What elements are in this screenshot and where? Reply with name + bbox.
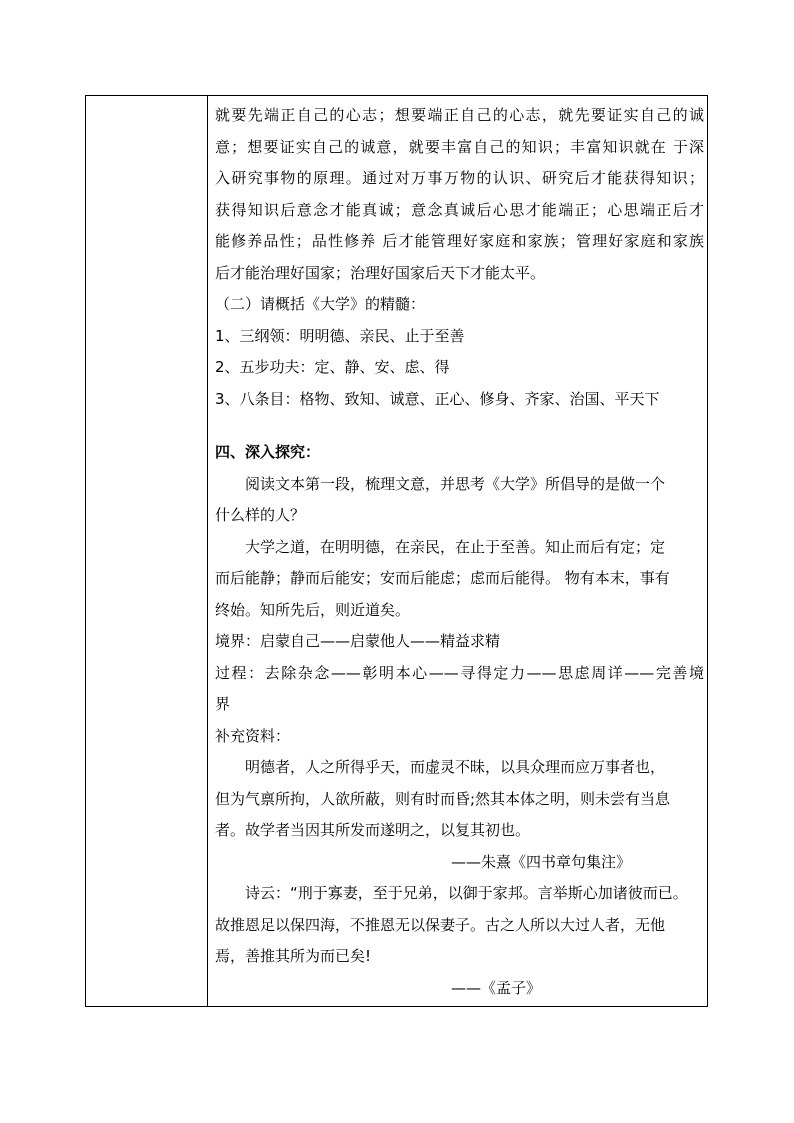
task-line-1: 阅读文本第一段，梳理文意，并思考《大学》所倡导的是做一个: [245, 474, 666, 493]
process-line-2: 界: [215, 695, 231, 713]
translation-line-1: 就要先端正自己的心志；想要端正自己的心志，就先要证实自己的诚: [215, 106, 704, 124]
task-line-2: 什么样的人？: [215, 506, 306, 524]
translation-line-3: 入研究事物的原理。通过对万事万物的认识、研究后才能获得知识；: [215, 169, 704, 187]
column-divider: [207, 96, 208, 1006]
translation-line-2: 意；想要证实自己的诚意，就要丰富自己的知识；丰富知识就在 于深: [215, 137, 704, 156]
translation-line-4: 获得知识后意念才能真诚；意念真诚后心思才能端正；心思端正后才: [215, 200, 704, 219]
zhu-quote-line-3: 者。故学者当因其所发而遂明之，以复其初也。: [215, 821, 531, 839]
essence-item-3: 3、八条目：格物、致知、诚意、正心、修身、齐家、治国、平天下: [215, 389, 660, 408]
supplement-label: 补充资料：: [215, 726, 291, 745]
meng-quote-line-3: 焉，善推其所为而已矣!: [215, 947, 372, 965]
process-line-1: 过程：去除杂念——彰明本心——寻得定力——思虑周详——完善境: [215, 663, 704, 682]
meng-quote-line-2: 故推恩足以保四海，不推恩无以保妻子。古之人所以大过人者，无他: [215, 915, 666, 934]
zhu-citation: ——朱熹《四书章句集注》: [451, 852, 632, 871]
spacer: [215, 415, 704, 437]
lesson-table: [85, 95, 708, 1007]
essence-item-2: 2、五步功夫：定、静、安、虑、得: [215, 358, 450, 376]
quote-line-2: 而后能静；静而后能安；安而后能虑；虑而后能得。 物有本末，事有: [215, 569, 670, 587]
meng-quote-line-1: 诗云：“刑于寡妻，至于兄弟，以御于家邦。言举斯心加诸彼而已。: [245, 884, 688, 902]
quote-line-3: 终始。知所先后，则近道矣。: [215, 600, 411, 619]
essence-item-1: 1、三纲领：明明德、亲民、止于至善: [215, 326, 465, 345]
question-2: （二）请概括《大学》的精髓：: [215, 295, 426, 313]
content-cell: [215, 100, 704, 1004]
translation-line-5: 能修养品性；品性修养 后才能管理好家庭和家族；管理好家庭和家族: [215, 232, 704, 250]
meng-citation: ——《孟子》: [451, 978, 542, 997]
section-4-heading: 四、深入探究：: [215, 443, 321, 461]
zhu-quote-line-2: 但为气禀所拘，人欲所蔽，则有时而昏;然其本体之明，则未尝有当息: [215, 789, 671, 808]
zhu-quote-line-1: 明德者，人之所得乎天，而虚灵不昧，以具众理而应万事者也，: [245, 758, 666, 776]
translation-line-6: 后才能治理好国家；治理好国家后天下才能太平。: [215, 263, 546, 282]
quote-line-1: 大学之道，在明明德，在亲民，在止于至善。知止而后有定；定: [245, 537, 666, 556]
realm-line: 境界：启蒙自己——启蒙他人——精益求精: [215, 632, 501, 650]
